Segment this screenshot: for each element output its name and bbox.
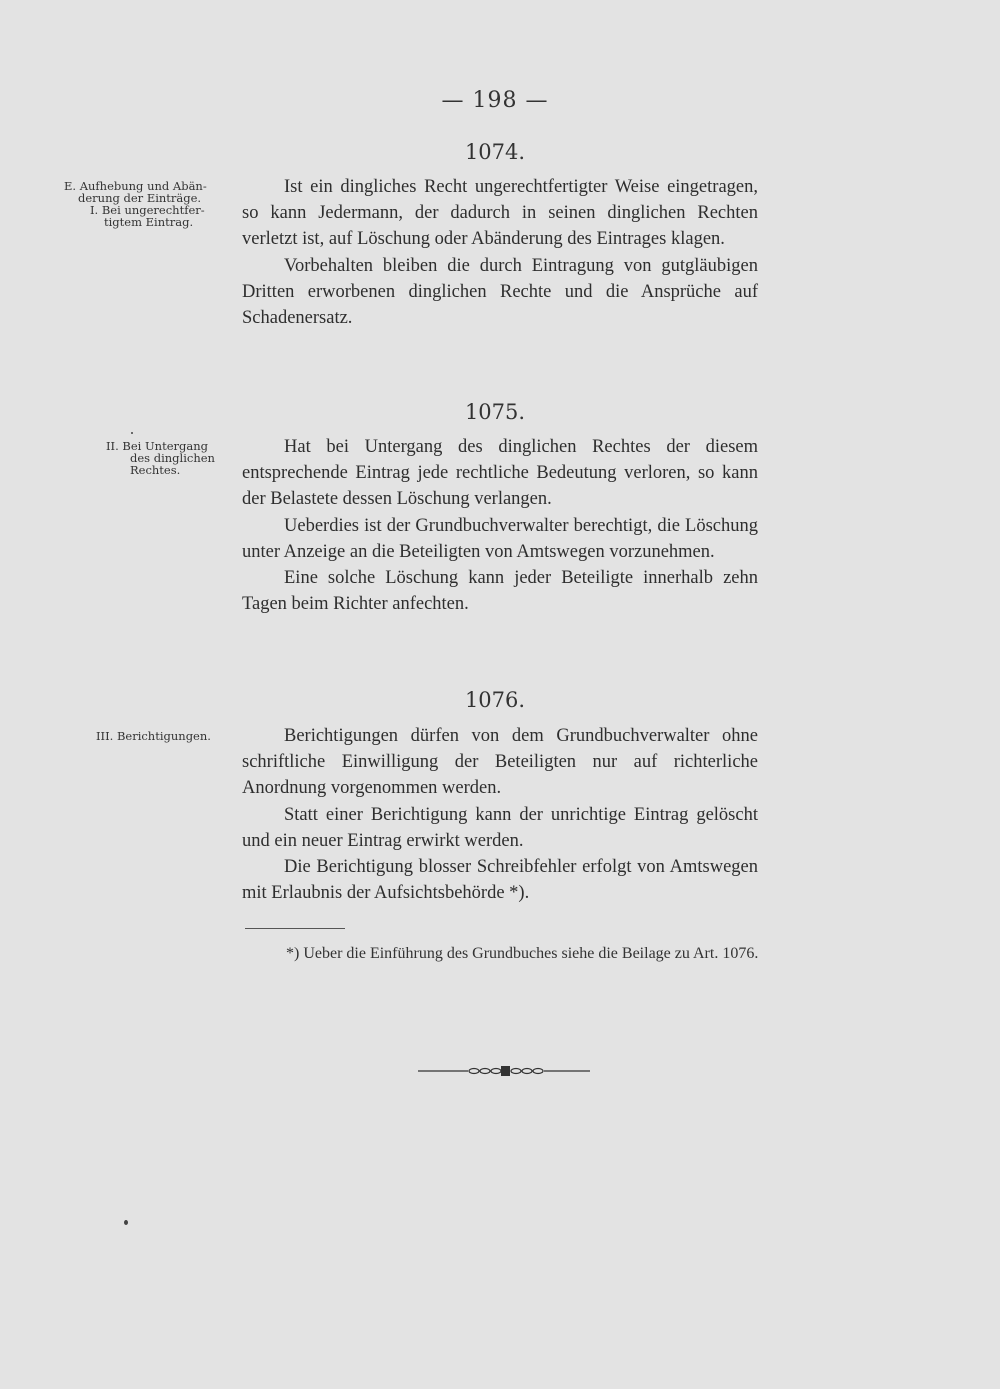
footnote-text: *) Ueber die Einführung des Grundbuches siehe die Beilage zu Art. 1076. bbox=[286, 945, 759, 962]
article-number-1076: 1076. bbox=[464, 688, 526, 712]
margin-note-line: III. Berichtigungen. bbox=[96, 729, 211, 743]
paragraph: Ueberdies ist der Grundbuchverwalter berechtigt, die Löschung unter Anzeige an die Beteiligten von Amtswegen vorzunehmen. bbox=[242, 515, 758, 562]
paragraph: Eine solche Löschung kann jeder Beteiligte innerhalb zehn Tagen beim Richter anfechten. bbox=[242, 568, 758, 615]
margin-note-1075 bbox=[106, 440, 215, 476]
footnote-rule bbox=[245, 928, 345, 929]
ornament-divider-icon bbox=[418, 1064, 590, 1078]
paragraph: Die Berichtigung blosser Schreibfehler erfolgt von Amtswegen mit Erlaubnis der Aufsichtsbehörde *). bbox=[242, 857, 758, 904]
margin-note-line: des dinglichen bbox=[130, 451, 215, 465]
footnote bbox=[244, 943, 760, 965]
article-number-1075: 1075. bbox=[464, 400, 526, 424]
margin-note-line: II. Bei Untergang bbox=[106, 439, 208, 453]
paragraph: Hat bei Untergang des dinglichen Rechtes der diesem entsprechende Eintrag jede rechtliche Bedeutung verloren, so kann der Belastete dessen Löschung verlangen. bbox=[242, 437, 758, 510]
ink-speck bbox=[131, 432, 133, 434]
margin-note-line: Rechtes. bbox=[130, 463, 181, 477]
paragraph: Ist ein dingliches Recht ungerechtfertigter Weise eingetragen, so kann Jedermann, der dadurch in seinen dinglichen Rechten verletzt ist, auf Löschung oder Abänderung des Eintrages klagen. bbox=[242, 177, 758, 250]
margin-note-line: derung der Einträge. bbox=[78, 191, 202, 205]
margin-note-1074 bbox=[64, 180, 207, 228]
article-body-1076 bbox=[242, 723, 758, 906]
article-body-1075 bbox=[242, 434, 758, 617]
page-number: — 198 — bbox=[441, 88, 549, 113]
margin-note-line: I. Bei ungerechtfer- bbox=[90, 203, 205, 217]
paragraph: Statt einer Berichtigung kann der unrichtige Eintrag gelöscht und ein neuer Eintrag erwirkt werden. bbox=[242, 804, 758, 851]
article-number-1074: 1074. bbox=[464, 140, 526, 164]
margin-note-1076 bbox=[96, 730, 211, 742]
ink-speck bbox=[124, 1220, 128, 1225]
margin-note-line: tigtem Eintrag. bbox=[104, 215, 194, 229]
paragraph: Vorbehalten bleiben die durch Eintragung von gutgläubigen Dritten erworbenen dinglichen Rechte und die Ansprüche auf Schadenersatz. bbox=[242, 255, 758, 329]
margin-note-line: E. Aufhebung und Abän- bbox=[64, 179, 207, 193]
article-body-1074 bbox=[242, 174, 758, 331]
paragraph: Berichtigungen dürfen von dem Grundbuchverwalter ohne schriftliche Einwilligung der Beteiligten nur auf richterliche Anordnung vorgenommen werden. bbox=[242, 726, 758, 799]
